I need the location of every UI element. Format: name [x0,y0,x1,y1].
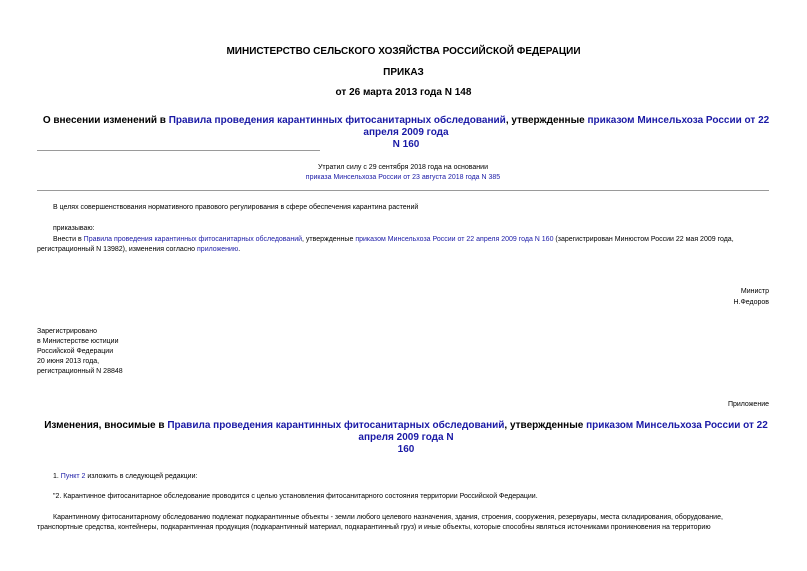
p1-rules-link[interactable]: Правила проведения карантинных фитосанитарных обследований [83,236,303,243]
appendix-item-1 [53,472,197,482]
registration-line: регистрационный N 28848 [37,368,123,375]
paragraph-1-line-2 [37,245,769,255]
registration-line: Зарегистрировано [37,328,97,335]
divider-full [37,190,769,191]
title-n-link[interactable]: N 160 [392,139,420,150]
signature-position: Министр [740,288,769,295]
p1-end: . [238,246,241,253]
registration-line: 20 июня 2013 года, [37,358,100,365]
appendix-link[interactable]: приложению [197,246,239,253]
appendix-title-prefix: Изменения, вносимые в [44,420,168,431]
appendix-title-order-link[interactable]: приказом Минсельхоза России от 22 апреля 2009 года N [358,420,768,443]
appendix-label: Приложение [727,401,769,408]
item1-point-link[interactable]: Пункт 2 [60,473,86,480]
item1-text: изложить в следующей редакции: [85,473,198,480]
order-word: приказываю: [53,225,95,232]
doc-type-heading: ПРИКАЗ [383,67,424,78]
registration-line: Российской Федерации [37,348,114,355]
order-title [36,115,776,151]
p1-mid: , утвержденные [302,236,356,243]
status-line-2 [37,173,769,183]
registration-block [37,327,123,377]
status-source-link[interactable]: приказа Минсельхоза России от 23 августа 2018 года N 385 [305,174,501,181]
status-line-1: Утратил силу с 29 сентября 2018 года на основании [317,164,488,171]
registration-line: в Министерстве юстиции [37,338,119,345]
title-rules-link[interactable]: Правила проведения карантинных фитосанитарных обследований [168,115,506,126]
p1-line2: регистрационный N 13982), изменения согласно [37,246,198,253]
title-order-link[interactable]: приказом Минсельхоза России от 22 апреля 2009 года [363,115,770,138]
paragraph-1 [53,235,769,245]
appendix-paragraph-line-2: транспортные средства, контейнеры, подкарантинная продукция (подкарантинный материал, подкарантинный груз) и иные объекты, которые способны являться источниками проникновения на территорию [37,524,711,531]
appendix-paragraph-line-1: Карантинному фитосанитарному обследованию подлежат подкарантинные объекты - земли любого целевого назначения, здания, строения, сооружения, резервуары, места складирования, оборудование, [53,514,723,521]
item1-number: 1. [53,473,61,480]
appendix-item-2: "2. Карантинное фитосанитарное обследование проводится с целью установления фитосанитарного состояния территории Российской Федерации. [53,493,538,500]
divider-short [37,150,320,151]
p1-suffix: (зарегистрирован Минюстом России 22 мая 2009 года, [553,236,734,243]
appendix-title [36,420,776,456]
appendix-title-rules-link[interactable]: Правила проведения карантинных фитосанитарных обследований [167,420,505,431]
order-date: от 26 марта 2013 года N 148 [335,87,472,98]
title-prefix: О внесении изменений в [42,115,169,126]
p1-order-link[interactable]: приказом Минсельхоза России от 22 апреля 2009 года N 160 [355,236,554,243]
title-middle: , утвержденные [505,115,588,126]
appendix-title-middle: , утвержденные [504,420,587,431]
appendix-title-n-link[interactable]: 160 [397,444,415,455]
signature-name: Н.Федоров [733,299,769,306]
p1-prefix: Внести в [53,236,84,243]
ministry-heading: МИНИСТЕРСТВО СЕЛЬСКОГО ХОЗЯЙСТВА РОССИЙСКОЙ ФЕДЕРАЦИИ [226,46,581,57]
purpose-text: В целях совершенствования нормативного правового регулирования в сфере обеспечения карантина растений [53,204,419,211]
